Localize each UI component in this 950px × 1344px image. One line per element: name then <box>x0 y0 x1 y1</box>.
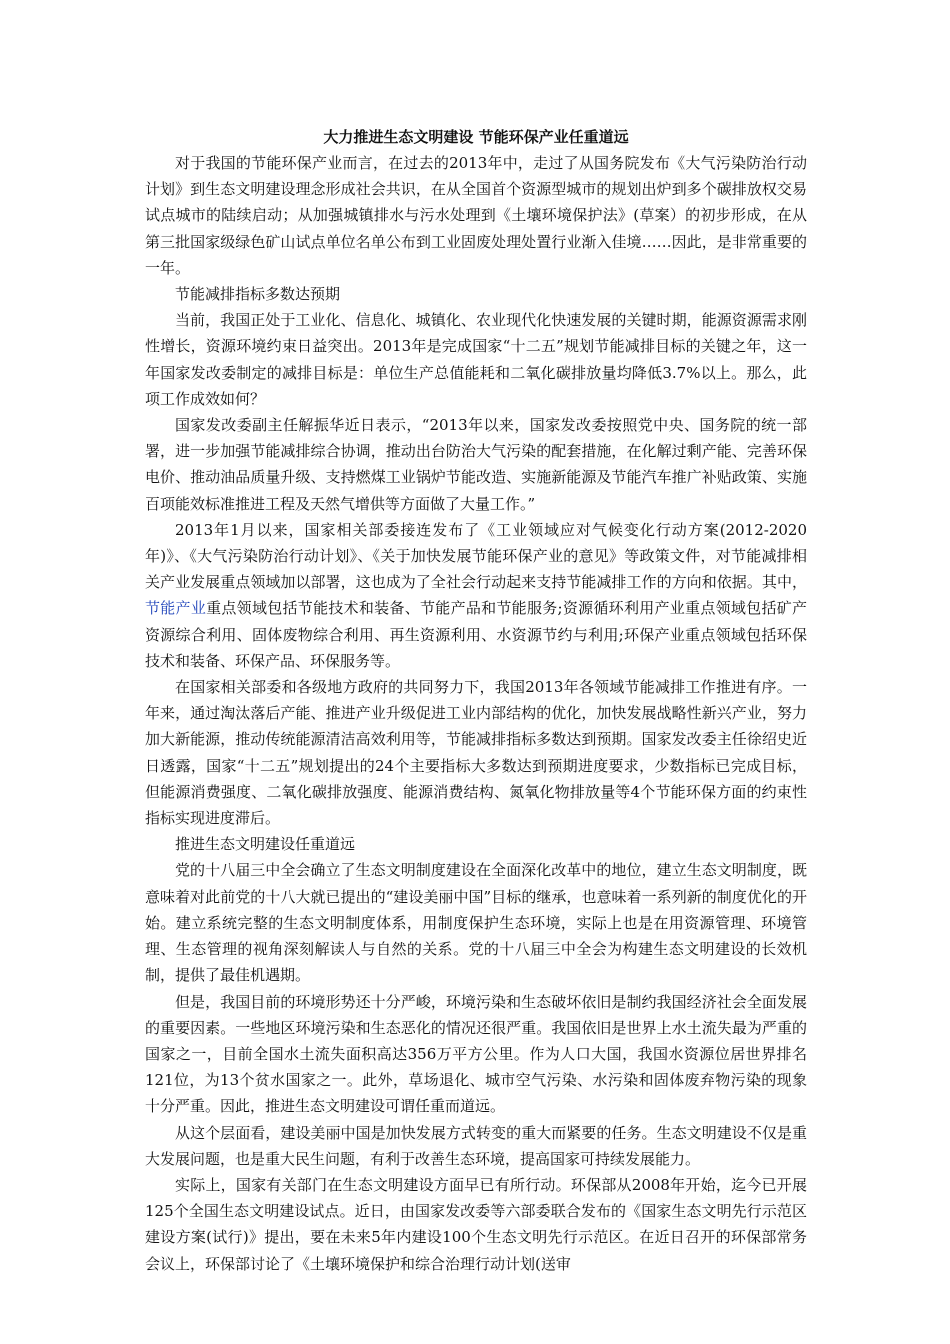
paragraph-policy-text-b: 重点领域包括节能技术和装备、节能产品和节能服务;资源循环利用产业重点领域包括矿产资源综合利用、固体废物综合利用、再生资源利用、水资源节约与利用;环保产业重点领域包括环保技术和装备、环保产品、环保服务等。 <box>145 599 807 670</box>
section-heading-targets: 节能减排指标多数达预期 <box>175 285 341 304</box>
paragraph-intro: 对于我国的节能环保产业而言，在过去的2013年中，走过了从国务院发布《大气污染防治行动计划》到生态文明建设理念形成社会共识，在从全国首个资源型城市的规划出炉到多个碳排放权交易试点城市的陆续启动；从加强城镇排水与污水处理到《土壤环境保护法》(草案）的初步形成，在从第三批国家级绿色矿山试点单位名单公布到工业固废处理处置行业渐入佳境……因此，是非常重要的一年。 <box>145 154 807 277</box>
paragraph-beautiful-china: 从这个层面看，建设美丽中国是加快发展方式转变的重大而紧要的任务。生态文明建设不仅是重大发展问题，也是重大民生问题，有利于改善生态环境，提高国家可持续发展能力。 <box>145 1123 807 1168</box>
energy-saving-industry-link[interactable]: 节能产业 <box>145 599 207 618</box>
paragraph-actions: 实际上，国家有关部门在生态文明建设方面早已有所行动。环保部从2008年开始，迄今已开展125个全国生态文明建设试点。近日，由国家发改委等六部委联合发布的《国家生态文明先行示范区建设方案(试行)》提出，要在未来5年内建设100个生态文明先行示范区。在近日召开的环保部常务会议上，环保部讨论了《土壤环境保护和综合治理行动计划(送审 <box>145 1175 807 1273</box>
document-title: 大力推进生态文明建设 节能环保产业任重道远 <box>323 128 629 146</box>
paragraph-ndrc-statement: 国家发改委副主任解振华近日表示，“2013年以来，国家发改委按照党中央、国务院的统一部署，进一步加强节能减排综合协调，推动出台防治大气污染的配套措施，在化解过剩产能、完善环保电价、推动油品质量升级、支持燃煤工业锅炉节能改造、实施新能源及节能汽车推广补贴政策、实施百项能效标准推进工程及天然气增供等方面做了大量工作。” <box>145 416 807 513</box>
section-heading-ecological: 推进生态文明建设任重道远 <box>175 835 356 854</box>
document-page <box>145 124 807 1277</box>
paragraph-current-situation: 当前，我国正处于工业化、信息化、城镇化、农业现代化快速发展的关键时期，能源资源需求刚性增长，资源环境约束日益突出。2013年是完成国家“十二五”规划节能减排目标的关键之年，这一年国家发改委制定的减排目标是：单位生产总值能耗和二氧化碳排放量均降低3.7%以上。那么，此项工作成效如何？ <box>145 311 807 408</box>
paragraph-policy-text-a: 2013年1月以来，国家相关部委接连发布了《工业领域应对气候变化行动方案(2012-2020年)》、《大气污染防治行动计划》、《关于加快发展节能环保产业的意见》等政策文件，对节能减排相关产业发展重点领域加以部署，这也成为了全社会行动起来支持节能减排工作的方向和依据。其中， <box>145 520 807 592</box>
paragraph-third-plenum: 党的十八届三中全会确立了生态文明制度建设在全面深化改革中的地位，建立生态文明制度，既意味着对此前党的十八大就已提出的“建设美丽中国”目标的继承，也意味着一系列新的制度优化的开始。建立系统完整的生态文明制度体系，用制度保护生态环境，实际上也是在用资源管理、环境管理、生态管理的视角深刻解读人与自然的关系。党的十八届三中全会为构建生态文明建设的长效机制，提供了最佳机遇期。 <box>145 861 807 985</box>
paragraph-policy-documents <box>145 517 807 674</box>
paragraph-environment-severity: 但是，我国目前的环境形势还十分严峻，环境污染和生态破坏依旧是制约我国经济社会全面发展的重要因素。一些地区环境污染和生态恶化的情况还很严重。我国依旧是世界上水土流失最为严重的国家之一，目前全国水土流失面积高达356万平方公里。作为人口大国，我国水资源位居世界排名121位，为13个贫水国家之一。此外，草场退化、城市空气污染、水污染和固体废弃物污染的现象十分严重。因此，推进生态文明建设可谓任重而道远。 <box>145 992 807 1116</box>
paragraph-progress: 在国家相关部委和各级地方政府的共同努力下，我国2013年各领域节能减排工作推进有序。一年来，通过淘汰落后产能、推进产业升级促进工业内部结构的优化，加快发展战略性新兴产业，努力加大新能源，推动传统能源清洁高效利用等，节能减排指标多数达到预期。国家发改委主任徐绍史近日透露，国家“十二五”规划提出的24个主要指标大多数达到预期进度要求，少数指标已完成目标，但能源消费强度、二氧化碳排放强度、能源消费结构、氮氧化物排放量等4个节能环保方面的约束性指标实现进度滞后。 <box>145 678 807 828</box>
